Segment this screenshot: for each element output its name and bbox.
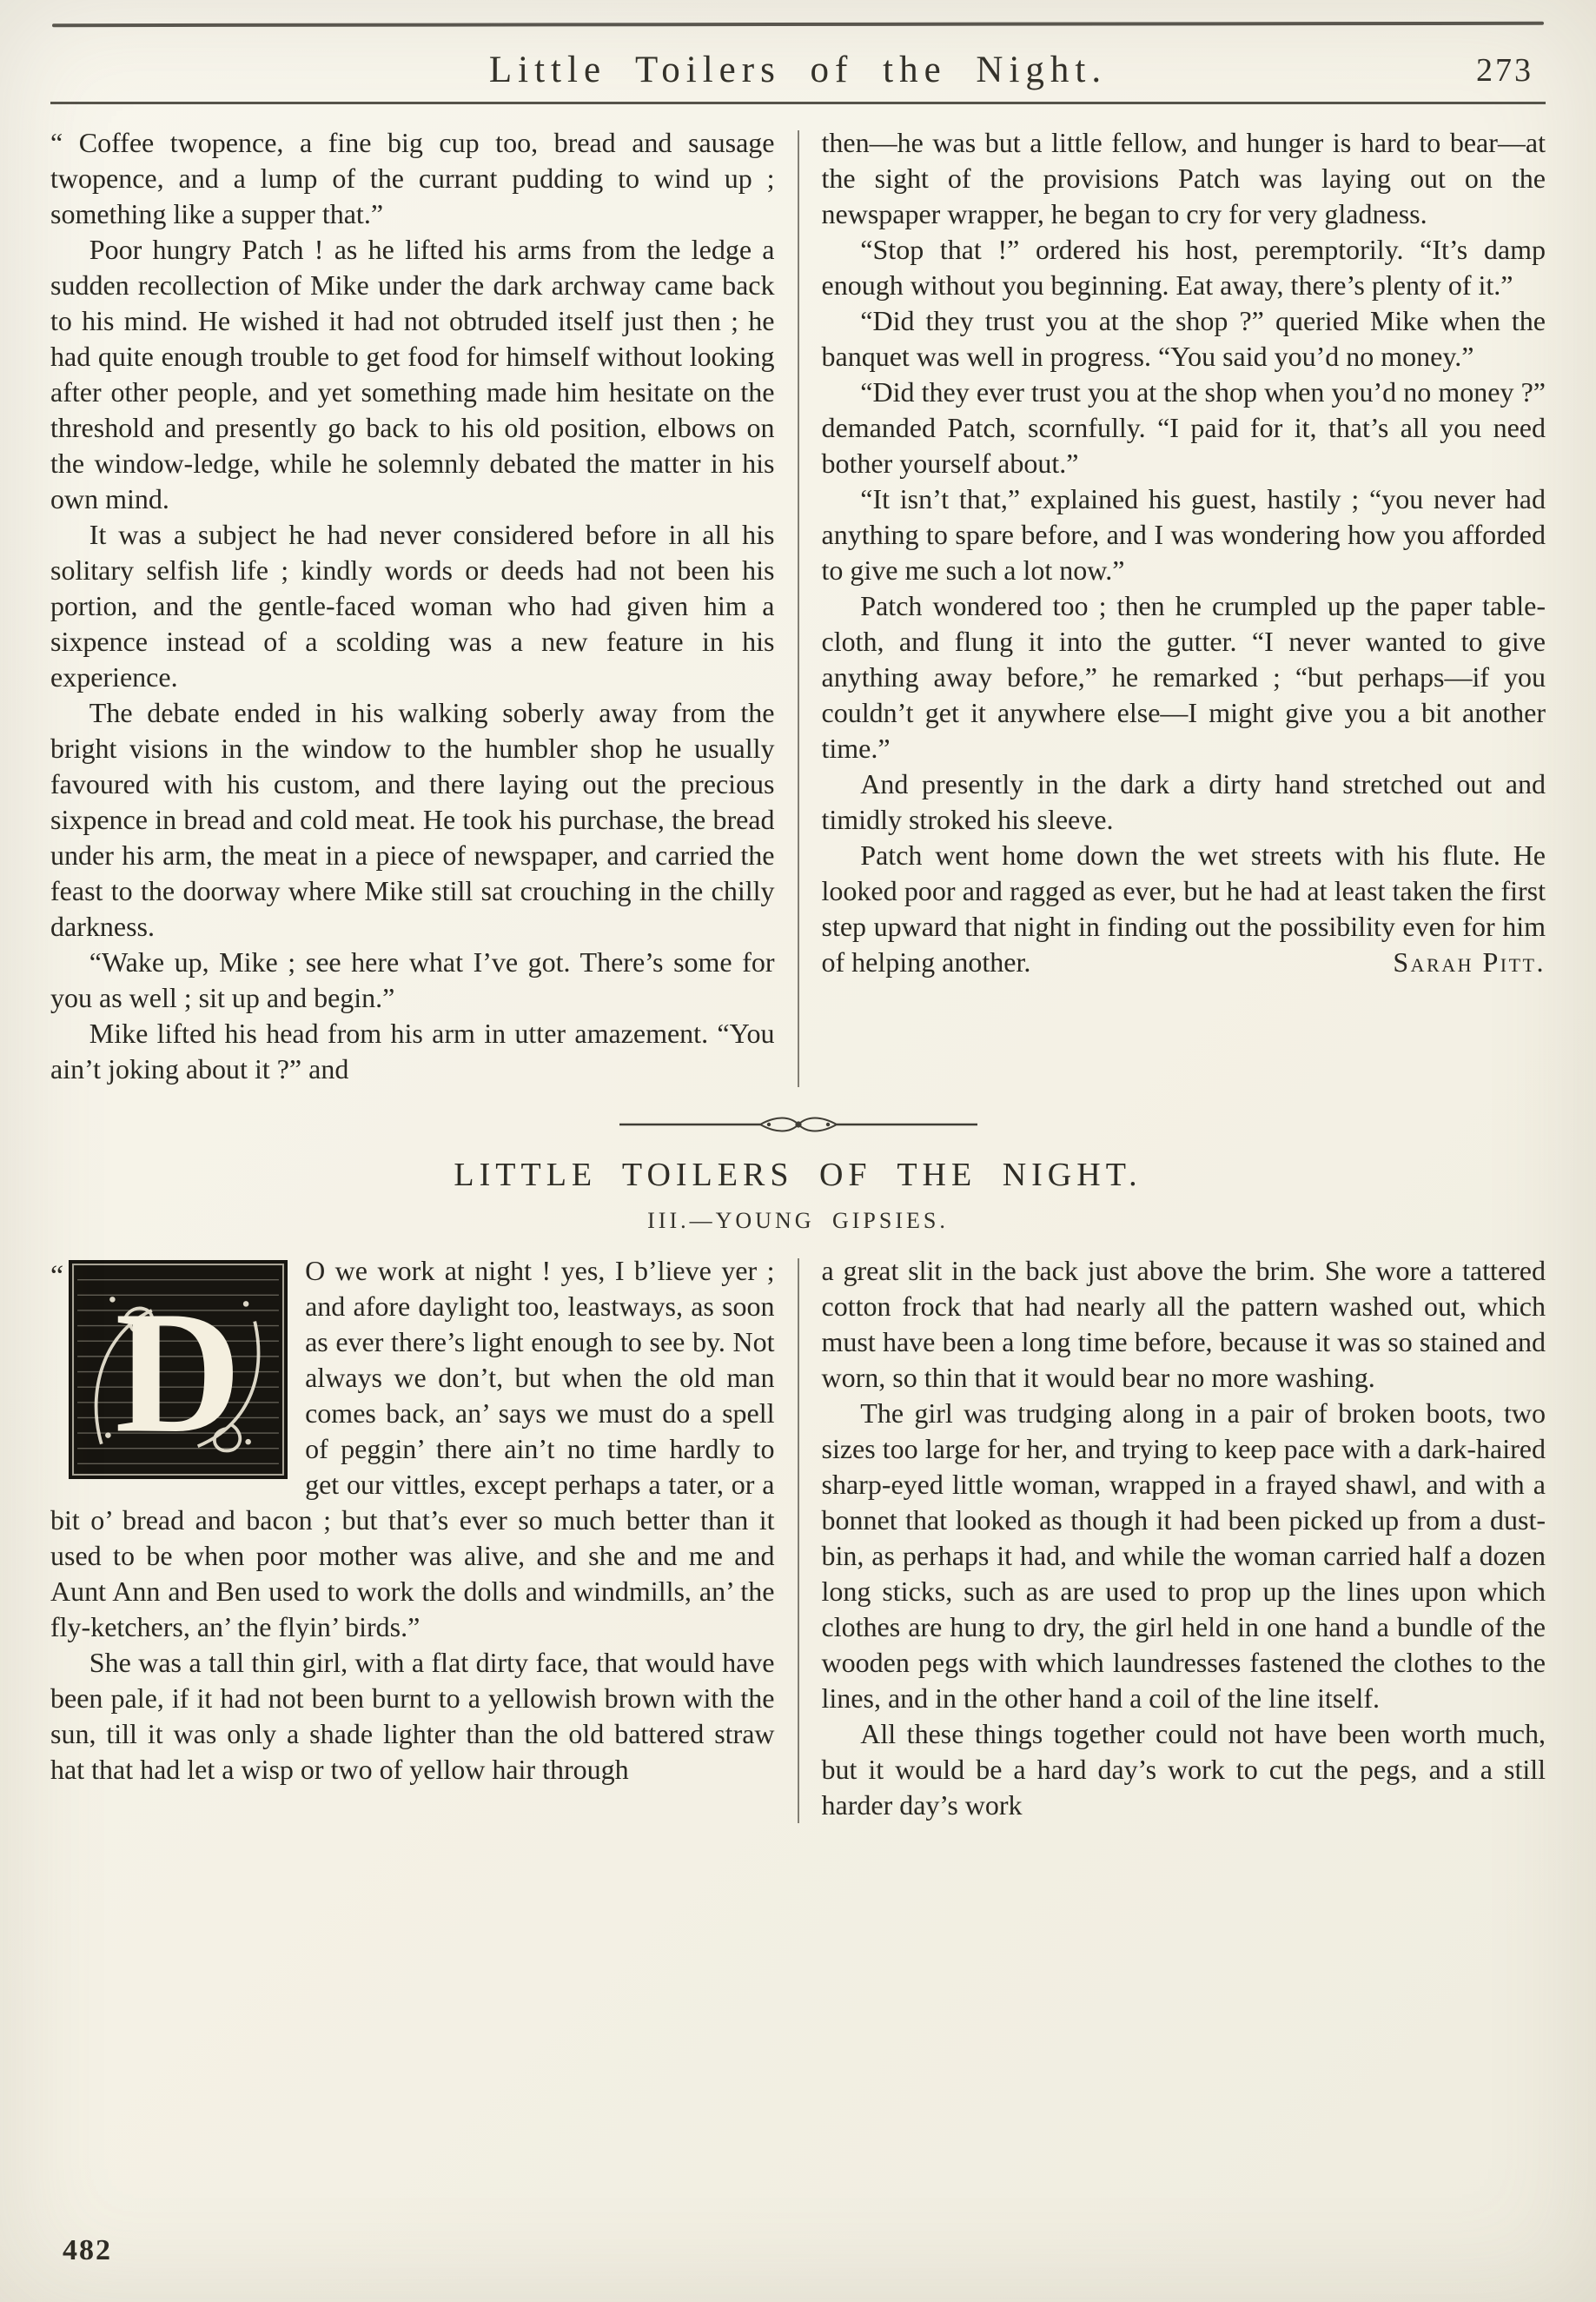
divider-knot-icon xyxy=(616,1113,981,1136)
section-divider-ornament xyxy=(50,1113,1546,1140)
paragraph-text: O we work at night ! yes, I b’lieve yer ; and afore daylight too, leastways, as soon as ever there’s light enough to see by. Not always we don’t, but when the old man comes back, an’ says we must do a spell of peggin’ there ain’t no time hardly to get our vittles, except perhaps a tater, or a bit o’ bread and bacon ; but that’s ever so much better than it used to be when poor mother was alive, and she and me and Aunt Ann and Ben used to work the dolls and windmills, an’ the fly-ketchers, an’ the flyin’ birds.” xyxy=(50,1255,775,1642)
header-rule xyxy=(50,102,1546,104)
scan-edge-line xyxy=(52,22,1544,27)
article-left-paragraphs xyxy=(50,1645,775,1788)
story-end-right-paragraphs xyxy=(822,125,1546,838)
drop-cap-letter: D xyxy=(115,1274,242,1469)
paragraph: “Stop that !” ordered his host, peremptorily. “It’s damp enough without you beginning. Eat away, there’s plenty of it.” xyxy=(821,234,1546,301)
article-subtitle: III.—YOUNG GIPSIES. xyxy=(647,1208,949,1233)
paragraph: Mike lifted his head from his arm in utter amazement. “You ain’t joking about it ?” and xyxy=(50,1018,775,1085)
story-end-left-column xyxy=(50,125,775,1087)
paragraph: It was a subject he had never considered before in all his solitary selfish life ; kindly words or deeds had not been his portion, and the gentle-faced woman who had given him a sixpence instead of a scolding was a new feature in his experience. xyxy=(50,519,775,693)
drop-cap-block xyxy=(50,1260,288,1479)
page-number-bottom: 482 xyxy=(63,2234,112,2266)
article-right-column xyxy=(822,1253,1546,1823)
paragraph: a great slit in the back just above the brim. She wore a tattered cotton frock that had nearly all the pattern washed out, which must have been a long time before, because it was so stained and worn, so thin that it would bear no more washing. xyxy=(821,1255,1546,1393)
paragraph: And presently in the dark a dirty hand stretched out and timidly stroked his sleeve. xyxy=(821,768,1546,835)
illuminated-initial-d-icon xyxy=(69,1260,288,1479)
paragraph: Poor hungry Patch ! as he lifted his arms from the ledge a sudden recollection of Mike under the dark archway came back to his mind. He wished it had not obtruded itself just then ; he had quite enough trouble to get food for himself without looking after other people, and yet something made him hesitate on the threshold and presently go back to his old position, elbows on the window-ledge, while he solemnly debated the matter in his own mind. xyxy=(50,234,775,514)
paragraph: The girl was trudging along in a pair of broken boots, two sizes too large for her, and trying to keep pace with a dark-haired sharp-eyed little woman, wrapped in a frayed shawl, and with a bonnet that looked as though it had been picked up from a dust-bin, as perhaps it had, and while the woman carried half a dozen long sticks, such as are used to prop up the lines upon which clothes are hung to dry, the girl held in one hand a bundle of the wooden pegs with which laundresses fastened the clothes to the lines, and in the other hand a coil of the line itself. xyxy=(821,1397,1546,1714)
opening-paragraph xyxy=(50,1253,775,1645)
page-header xyxy=(50,49,1546,104)
paragraph: “It isn’t that,” explained his guest, hastily ; “you never had anything to spare before, and I was wondering how you afforded to give me such a lot now.” xyxy=(821,483,1546,586)
running-head-title: Little Toilers of the Night. xyxy=(488,50,1108,90)
paragraph: “Did they ever trust you at the shop when you’d no money ?” demanded Patch, scornfully. “I paid for it, that’s all you need bother yourself about.” xyxy=(821,376,1546,479)
story-end-right-column xyxy=(822,125,1546,1087)
paragraph xyxy=(822,838,1546,980)
column-rule xyxy=(798,1258,799,1823)
column-rule xyxy=(798,130,799,1087)
paragraph: then—he was but a little fellow, and hunger is hard to bear—at the sight of the provisions Patch was laying out on the newspaper wrapper, he began to cry for very gladness. xyxy=(821,127,1546,229)
article-section xyxy=(50,1253,1546,1823)
paragraph: She was a tall thin girl, with a flat dirty face, that would have been pale, if it had not been burnt to a yellowish brown with the sun, till it was only a shade lighter than the old battered straw hat that had let a wisp or two of yellow hair through xyxy=(50,1647,775,1785)
paragraph: Patch wondered too ; then he crumpled up the paper table-cloth, and flung it into the gutter. “I never wanted to give anything away before,” he remarked ; “but perhaps—if you couldn’t get it anywhere else—I might give you a bit another time.” xyxy=(821,590,1546,764)
article-left-column xyxy=(50,1253,775,1823)
running-head-row xyxy=(50,49,1546,91)
paragraph-text: Patch went home down the wet streets with his flute. He looked poor and ragged as ever, but he had at least taken the first step upward that night in finding out the possibility even for him of helping another. xyxy=(821,839,1546,978)
paragraph: “Wake up, Mike ; see here what I’ve got. There’s some for you as well ; sit up and begin.” xyxy=(50,946,775,1013)
paragraph: The debate ended in his walking soberly away from the bright visions in the window to the humbler shop he usually favoured with his custom, and there laying out the precious sixpence in bread and cold meat. He took his purchase, the bread under his arm, the meat in a piece of newspaper, and carried the feast to the doorway where Mike still sat crouching in the chilly darkness. xyxy=(50,697,775,942)
paragraph: “ Coffee twopence, a fine big cup too, bread and sausage twopence, and a lump of the currant pudding to wind up ; something like a supper that.” xyxy=(50,127,775,229)
paragraph: All these things together could not have been worth much, but it would be a hard day’s work to cut the pegs, and a still harder day’s work xyxy=(821,1718,1546,1821)
page-number-top: 273 xyxy=(1476,52,1533,89)
story-end-section xyxy=(50,125,1546,1087)
opening-quote-mark: “ xyxy=(50,1260,64,1292)
paragraph: “Did they trust you at the shop ?” queried Mike when the banquet was well in progress. “You said you’d no money.” xyxy=(821,305,1546,372)
author-signature: Sarah Pitt. xyxy=(1393,946,1546,978)
article-title: LITTLE TOILERS OF THE NIGHT. xyxy=(454,1157,1142,1193)
